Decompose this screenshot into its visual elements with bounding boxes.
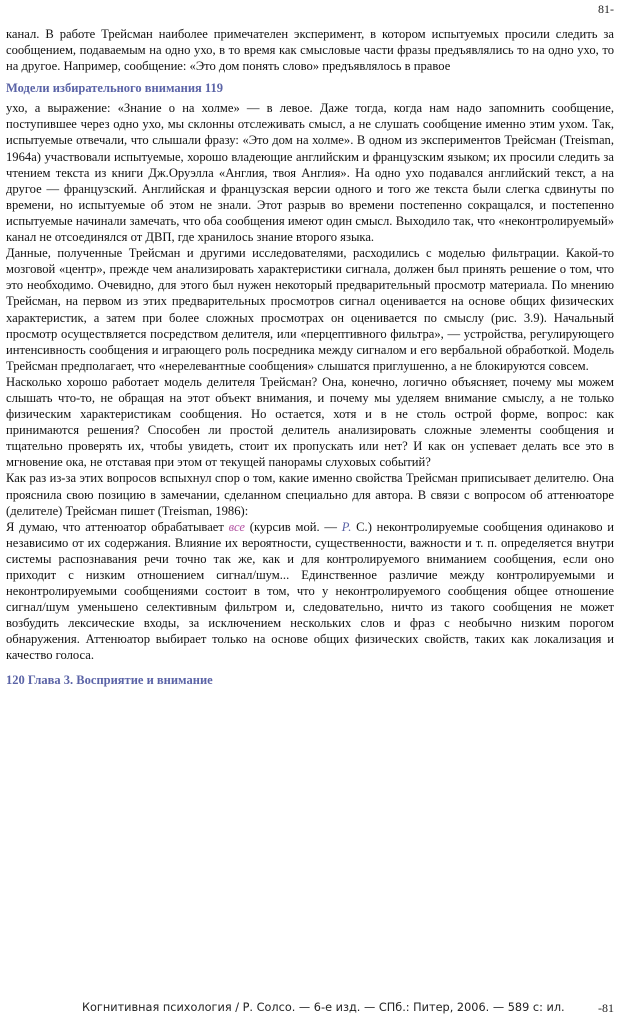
paragraph-3: Данные, полученные Трейсман и другими исследователями, расходились с моделью фильтрации. Какой-то мозговой «центр», прежде чем анализировать характеристики сигнала, должен был принять решение о том, что это необходимо. Очевидно, для этого был нужен некоторый предварительный просмотр материала. По мнению Трейсман, на первом из этих предварительных просмотров сигнал оценивается на основе общих физических характеристик, а затем при более сложных просмотрах он оценивается по смыслу (рис. 3.9). Начальный просмотр осуществляется посредством делителя, или «перцептивного фильтра», — устройства, регулирующего интенсивность сообщения и играющего роль посредника между сигналом и его вербальной обработкой. Модель Трейсман предполагает, что «нерелевантные сообщения» слышатся приглушенно, а не блокируются совсем. — [6, 246, 614, 373]
paragraph-2: ухо, а выражение: «Знание о на холме» — в левое. Даже тогда, когда нам надо запомнить сообщение, поступившее через одно ухо, мы склонны отслеживать смысл, а не слушать сообщение именно этим ухом. Так, испытуемые отвечали, что слышали фразу: «Это дом на холме». В одном из экспериментов Трейсман (Treisman, 1964а) участвовали испытуемые, хорошо владеющие английским и французским языком; их просили следить за чтением текста из книги Дж.Оруэлла «Англия, твоя Англия». На одно ухо подавался английский текст, а на другое — французский. Английская и французская версии одного и того же текста были слегка сдвинуты по времени, но испытуемые об этом не знали. Этот разрыв во времени постепенно сокращался, и постепенно испытуемые начинали замечать, что оба сообщения имеют один смысл. Выходило так, что «неконтролируемый» канал не отсоединялся от ДВП, где хранилось знание второго языка. — [6, 101, 614, 245]
page-number-bottom: -81 — [598, 1001, 614, 1015]
running-header-1: Модели избирательного внимания 119 — [6, 81, 223, 96]
quote-paragraph — [6, 519, 614, 664]
paragraph-1: канал. В работе Трейсман наиболее примечателен эксперимент, в котором испытуемых просили следить за сообщением, подаваемым на одно ухо, в то время как смысловые части фразы предъявлялись то на одно ухо, то на другое. Например, сообщение: «Это дом понять слово» предъявлялось в правое — [6, 27, 614, 74]
quote-author-initial: Р. — [341, 519, 352, 534]
page-number-top: 81- — [598, 2, 614, 16]
quote-part-b: (курсив мой. — — [244, 519, 342, 534]
quote-part-a: Я думаю, что аттенюатор обрабатывает — [6, 519, 229, 534]
paragraph-5: Как раз из-за этих вопросов вспыхнул спор о том, какие именно свойства Трейсман приписывает делителю. Она прояснила свою позицию в замечании, сделанном специально для автора. В связи с вопросом об аттенюаторе (делителе) Трейсман пишет (Treisman, 1986): — [6, 471, 614, 518]
page-footer — [0, 999, 620, 1017]
quote-part-c: С.) неконтролируемые сообщения одинаково и независимо от их содержания. Влияние их вероятности, существенности, важности и т. п. определяется внутри системы распознавания речи точно так же, как и для контролируемого вниманием сообщения, если оно приходит с низким отношением сигнал/шум... Единственное различие между контролируемыми и неконтролируемыми сообщениями состоит в том, что у неконтролируемого сообщения общее отношение сигнал/шум уменьшено селективным фильтром и, следовательно, ничто из такого сообщения не может возбудить лексические входы, за исключением нескольких слов и фраз с необычно низким порогом обнаружения. Аттенюатор выбирает только на основе общих физических свойств, таких как локализация и качество голоса. — [6, 519, 615, 663]
paragraph-4: Насколько хорошо работает модель делителя Трейсман? Она, конечно, логично объясняет, почему мы можем слышать что-то, не обращая на этот объект внимания, и почему мы уделяем внимание смыслу, а не только физическим характеристикам сообщения. Но остается, хотя и в не столь острой форме, вопрос: как принимаются решения? Способен ли простой делитель анализировать сложные элементы сообщения и тщательно проверять их, чтобы увидеть, стоит их пропускать или нет? И как он успевает делать все это в мгновение ока, не отставая при этом от текущей панорамы слуховых событий? — [6, 374, 614, 470]
quote-emphasis: все — [228, 519, 245, 534]
page-body — [6, 26, 614, 692]
running-header-2: 120 Глава 3. Восприятие и внимание — [6, 672, 213, 687]
footer-citation: Когнитивная психология / Р. Солсо. — 6-е изд. — СПб.: Питер, 2006. — 589 с: ил. — [82, 1001, 565, 1014]
